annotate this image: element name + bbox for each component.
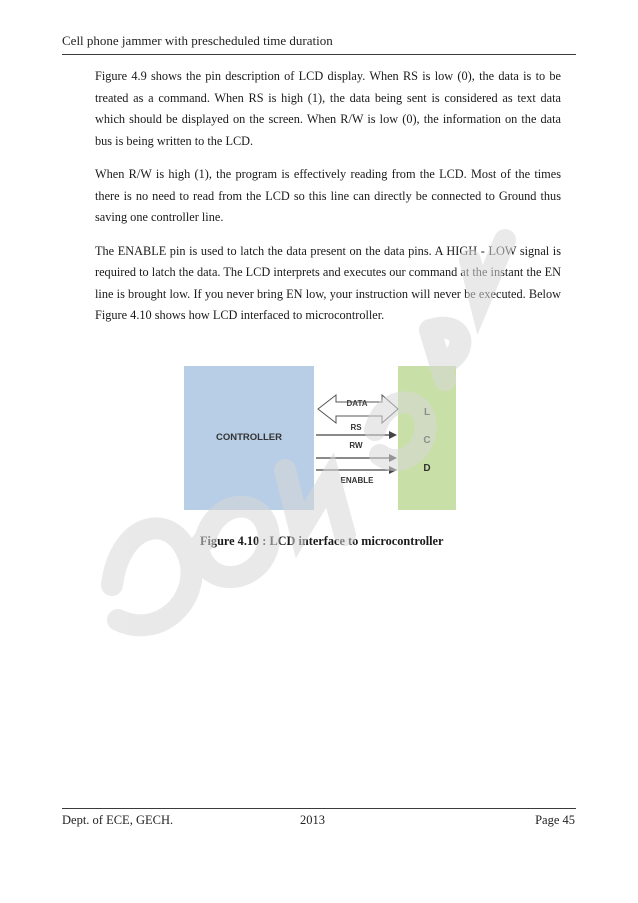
lcd-letter-l: L: [423, 407, 431, 418]
enable-label: ENABLE: [340, 476, 374, 485]
paragraph-2: When R/W is high (1), the program is effectively reading from the LCD. Most of the times there is no need to read from the LCD so this line can directly be connected to Ground thus saving one controller line.: [95, 167, 561, 224]
paragraph-1: Figure 4.9 shows the pin description of LCD display. When RS is low (0), the data is to be treated as a command. When RS is high (1), the data being sent is considered as text data which should be displayed on the screen. When R/W is low (0), the information on the data bus is being written to the LCD.: [95, 69, 561, 148]
figure-caption: Figure 4.10 : LCD interface to microcontroller: [200, 534, 444, 548]
body-text: [95, 66, 561, 339]
rw-arrowhead: [389, 454, 397, 462]
controller-label: CONTROLLER: [216, 432, 282, 443]
footer-divider: [62, 808, 576, 809]
rs-arrowhead: [389, 431, 397, 439]
footer-year: 2013: [300, 813, 325, 827]
lcd-letter-d: D: [423, 463, 431, 474]
footer-page-number: Page 45: [535, 813, 575, 827]
enable-arrowhead: [389, 466, 397, 474]
rw-label: RW: [349, 441, 363, 450]
rs-label: RS: [350, 423, 362, 432]
paragraph-3: The ENABLE pin is used to latch the data present on the data pins. A HIGH - LOW signal is required to latch the data. The LCD interprets and executes our command at the instant the EN line is brought low. If you never bring EN low, your instruction will never be executed. Below Figure 4.10 shows how LCD interfaced to microcontroller.: [95, 243, 561, 322]
header-divider: [62, 54, 576, 55]
data-label: DATA: [346, 399, 368, 408]
lcd-letter-c: C: [423, 435, 431, 446]
page-header-title: Cell phone jammer with prescheduled time duration: [62, 33, 333, 48]
footer-department: Dept. of ECE, GECH.: [62, 813, 174, 827]
lcd-interface-figure: [184, 364, 456, 512]
